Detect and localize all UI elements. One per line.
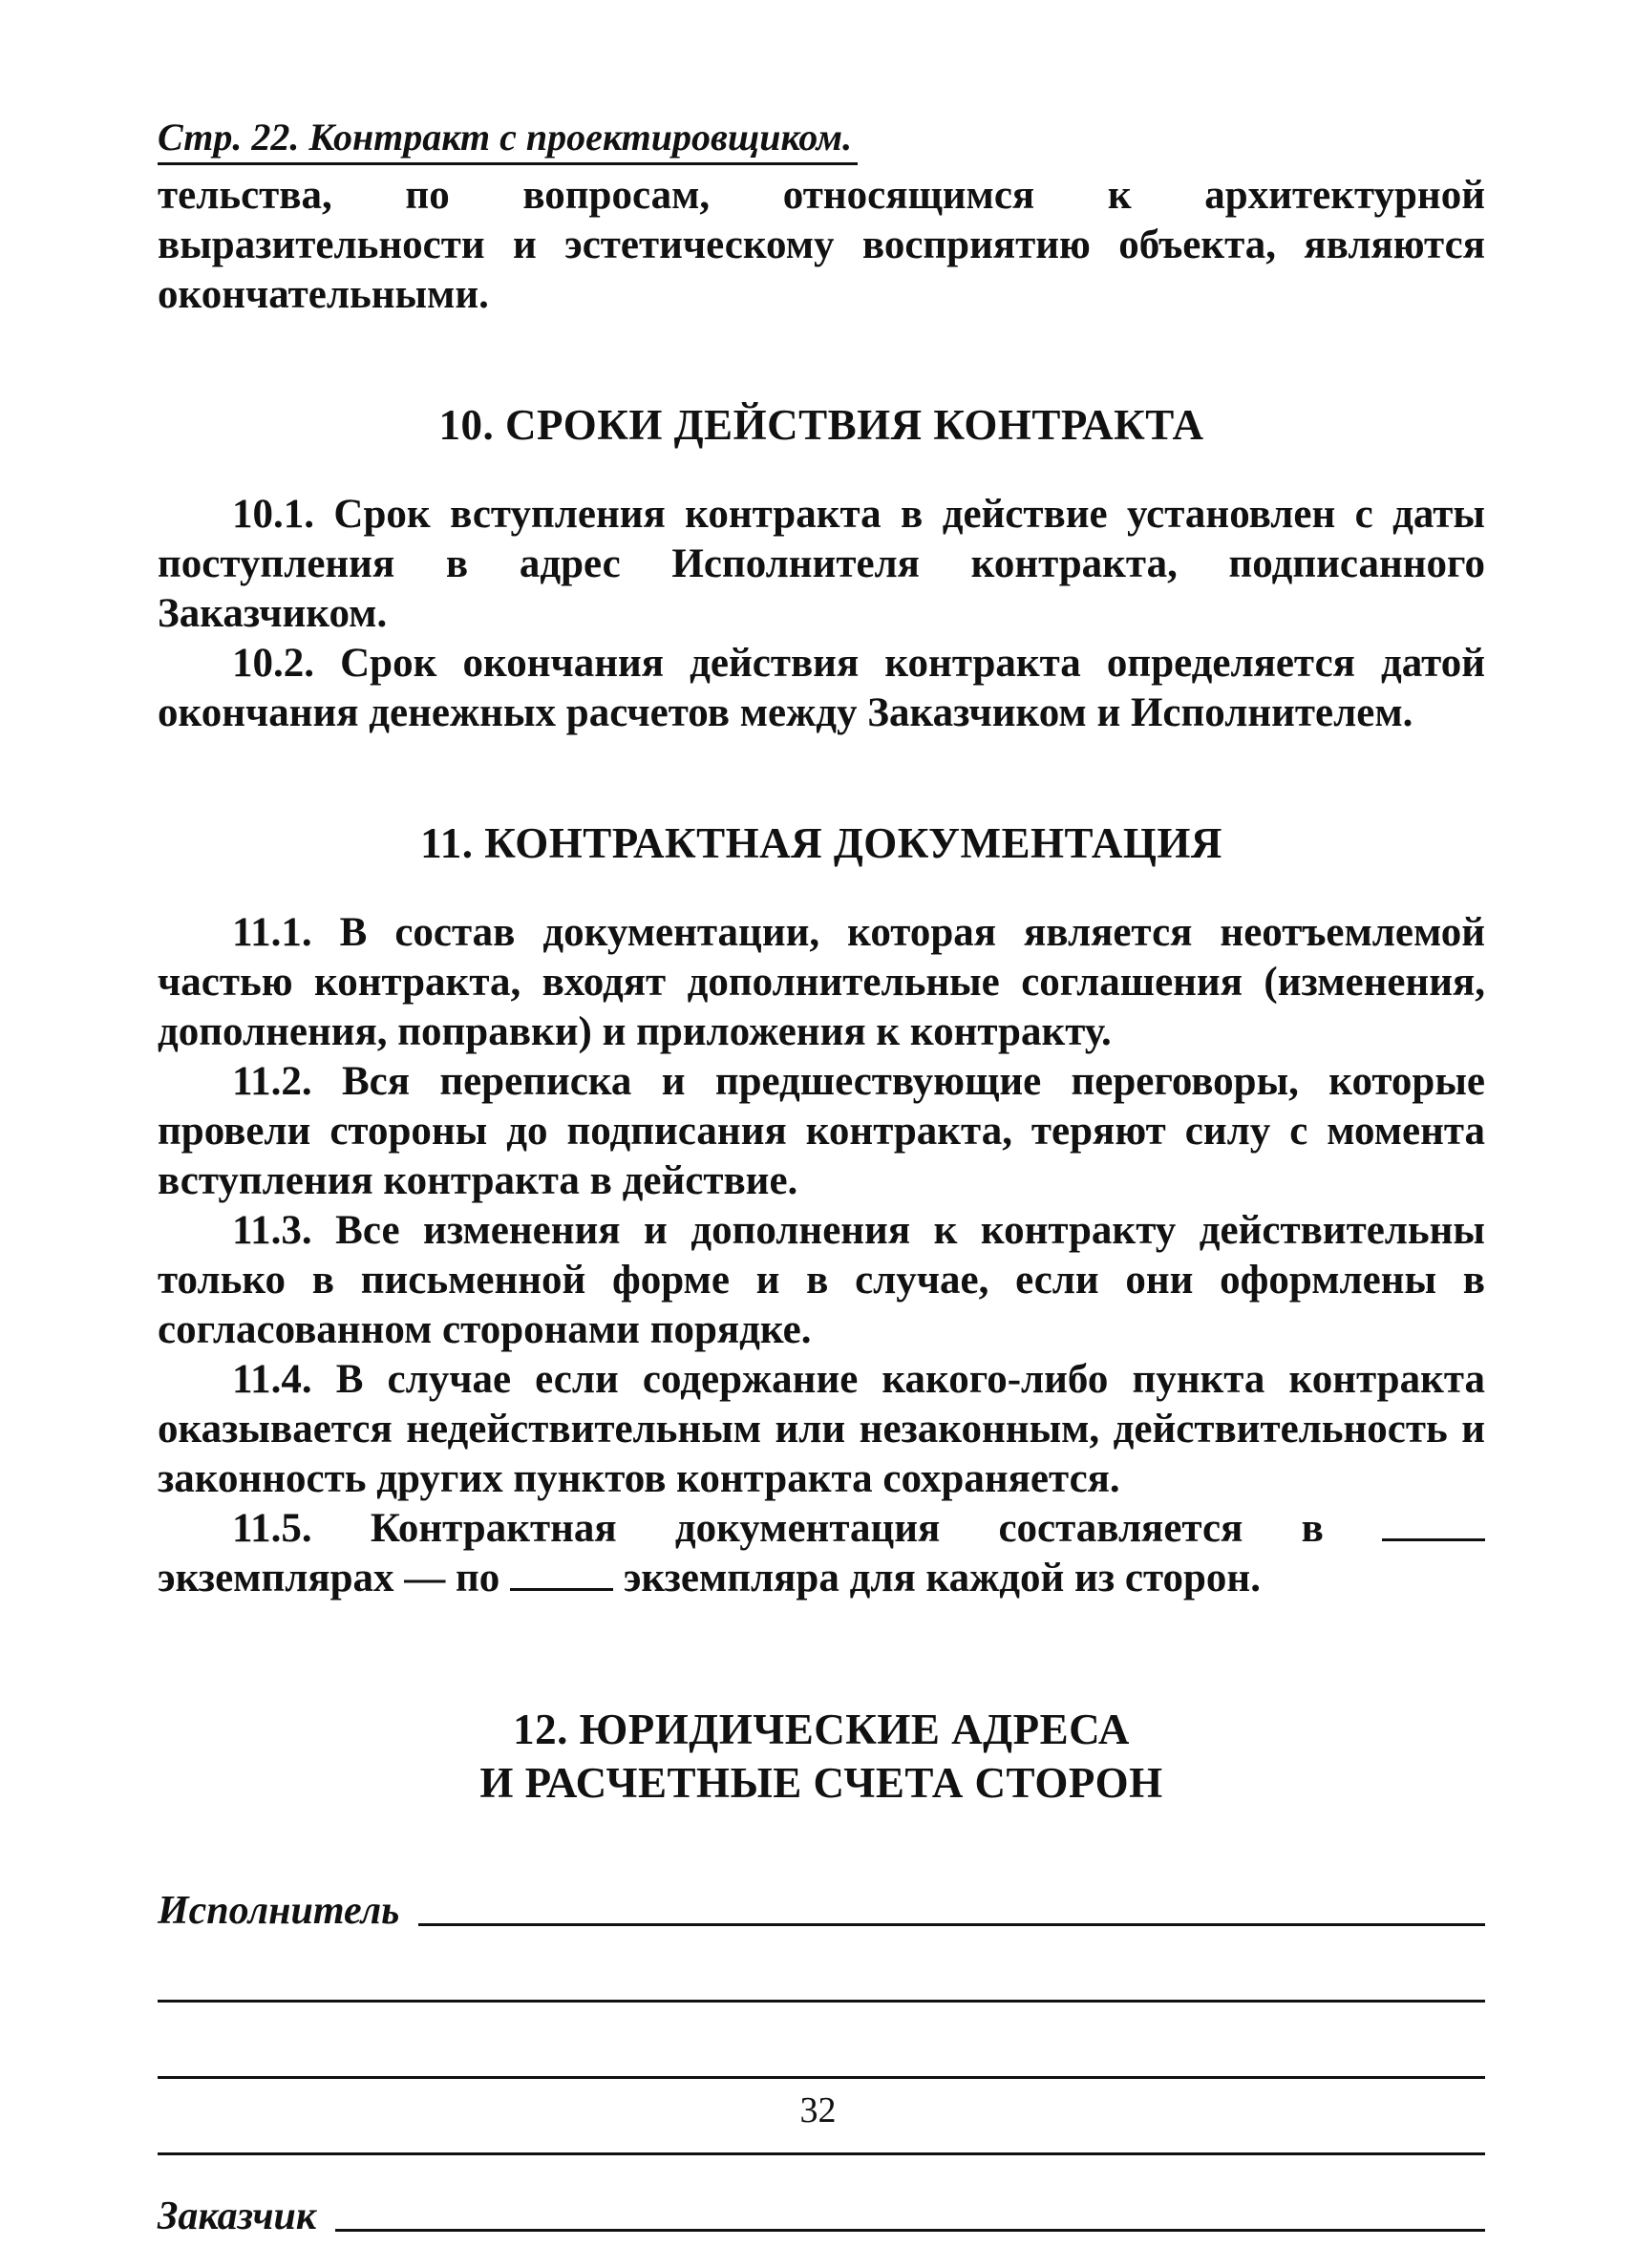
copies-total-blank[interactable]	[1382, 1506, 1485, 1541]
clause-text-part-b: экземплярах — по	[158, 1556, 500, 1600]
document-page	[158, 113, 1485, 2268]
clause-number: 11.1.	[232, 910, 312, 955]
section-12-title-line-2: И РАСЧЕТНЫЕ СЧЕТА СТОРОН	[479, 1759, 1163, 1807]
clause-number: 11.2.	[232, 1059, 312, 1104]
section-12-title	[158, 1703, 1485, 1810]
clause-11-5	[158, 1504, 1485, 1603]
copies-per-party-blank[interactable]	[510, 1556, 613, 1591]
clause-text: Срок окончания действия контракта определяется датой окончания денежных расчетов между Заказчиком и Исполнителем.	[158, 641, 1486, 735]
executor-row	[158, 1886, 1485, 1936]
executor-label: Исполнитель	[158, 1889, 400, 1933]
running-header: Стр. 22. Контракт с проектировщиком.	[158, 113, 858, 165]
executor-fill-line[interactable]	[158, 2152, 1485, 2155]
section-12-title-line-1: 12. ЮРИДИЧЕСКИЕ АДРЕСА	[513, 1706, 1130, 1753]
clause-number: 11.3.	[232, 1208, 312, 1253]
clause-10-1	[158, 490, 1485, 639]
section-10-title: 10. СРОКИ ДЕЙСТВИЯ КОНТРАКТА	[438, 401, 1204, 449]
clause-11-4	[158, 1355, 1485, 1504]
clause-10-2	[158, 639, 1485, 738]
clause-text-part-c: экземпляра для каждой из сторон.	[623, 1556, 1261, 1600]
executor-extra-row-1	[158, 1962, 1485, 2012]
clause-text: Срок вступления контракта в действие установлен с даты поступления в адрес Исполнителя контракта, подписанного Заказчиком.	[158, 492, 1486, 636]
clause-number: 11.4.	[232, 1357, 312, 1402]
clause-11-3	[158, 1206, 1485, 1355]
clause-number: 11.5.	[232, 1506, 312, 1551]
executor-fill-line[interactable]	[418, 1923, 1485, 1926]
customer-fill-line[interactable]	[335, 2229, 1485, 2232]
clause-text: В состав документации, которая является неотъемлемой частью контракта, входят дополнительные соглашения (изменения, дополнения, поправки) и приложения к контракту.	[158, 910, 1485, 1054]
clause-11-2	[158, 1057, 1485, 1206]
clause-number: 10.2.	[232, 641, 314, 686]
executor-fill-line[interactable]	[158, 2000, 1485, 2003]
continuation-paragraph: тельства, по вопросам, относящимся к архитектурной выразительности и эстетическому восприятию объекта, являются окончательными.	[158, 173, 1485, 317]
section-11-title: 11. КОНТРАКТНАЯ ДОКУМЕНТАЦИЯ	[420, 819, 1222, 867]
clause-11-1	[158, 908, 1485, 1057]
executor-fill-line[interactable]	[158, 2076, 1485, 2079]
clause-number: 10.1.	[232, 492, 314, 537]
page-number: 32	[799, 2090, 837, 2130]
customer-label: Заказчик	[158, 2194, 317, 2238]
customer-row	[158, 2192, 1485, 2241]
clause-text: Вся переписка и предшествующие переговоры, которые провели стороны до подписания контракта, теряют силу с момента вступления контракта в действие.	[158, 1059, 1486, 1203]
clause-text-part-a: Контрактная документация составляется в	[370, 1506, 1324, 1551]
clause-text: Все изменения и дополнения к контракту действительны только в письменной форме и в случае, если они оформлены в согласованном сторонами порядке.	[158, 1208, 1486, 1352]
clause-text: В случае если содержание какого-либо пункта контракта оказывается недействительным или незаконным, действительность и законность других пунктов контракта сохраняется.	[158, 1357, 1485, 1501]
executor-extra-row-2	[158, 2039, 1485, 2088]
